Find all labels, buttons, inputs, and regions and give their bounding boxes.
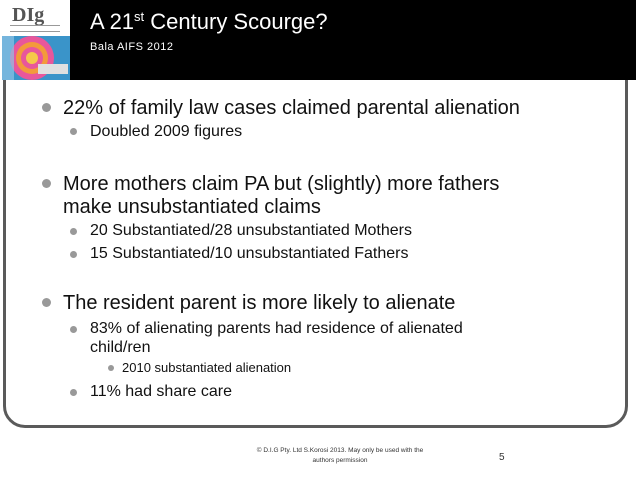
bullet-dot	[108, 365, 114, 371]
footer-line: authors permission	[312, 457, 368, 464]
bullet-text: 15 Substantiated/10 unsubstantiated Fathers	[90, 245, 409, 262]
logo-text: DIg	[12, 4, 45, 26]
bullet-dot	[70, 128, 77, 135]
bullet-text: 11% had share care	[90, 383, 233, 400]
bullet-text: More mothers claim PA but (slightly) more fathers	[63, 173, 500, 195]
bullet-text: 2010 substantiated alienation	[122, 360, 292, 375]
bullet-text: child/ren	[90, 339, 151, 356]
bullet-text: The resident parent is more likely to alienate	[63, 292, 456, 314]
bullet-dot	[70, 389, 77, 396]
bullet-dot	[42, 298, 51, 307]
bullet-text: make unsubstantiated claims	[63, 196, 321, 218]
bullet-text: 20 Substantiated/28 unsubstantiated Mothers	[90, 222, 412, 239]
slide-title: A 21st Century Scourge?	[90, 9, 328, 34]
slide-subtitle: Bala AIFS 2012	[90, 41, 174, 53]
logo-underline	[10, 25, 60, 32]
bullet-text: Doubled 2009 figures	[90, 123, 243, 140]
bullet-dot	[70, 326, 77, 333]
logo-image	[2, 36, 70, 80]
bullet-dot	[42, 103, 51, 112]
footer-line: © D.I.G Pty. Ltd S.Korosi 2013. May only be used with the	[256, 447, 424, 454]
bullet-text: 83% of alienating parents had residence of alienated	[90, 320, 463, 337]
bullet-dot	[70, 251, 77, 258]
page-number: 5	[499, 452, 505, 463]
bullet-dot	[42, 179, 51, 188]
copyright-footer	[215, 446, 465, 466]
bullet-dot	[70, 228, 77, 235]
bullet-text: 22% of family law cases claimed parental alienation	[63, 97, 520, 119]
logo	[2, 0, 70, 36]
